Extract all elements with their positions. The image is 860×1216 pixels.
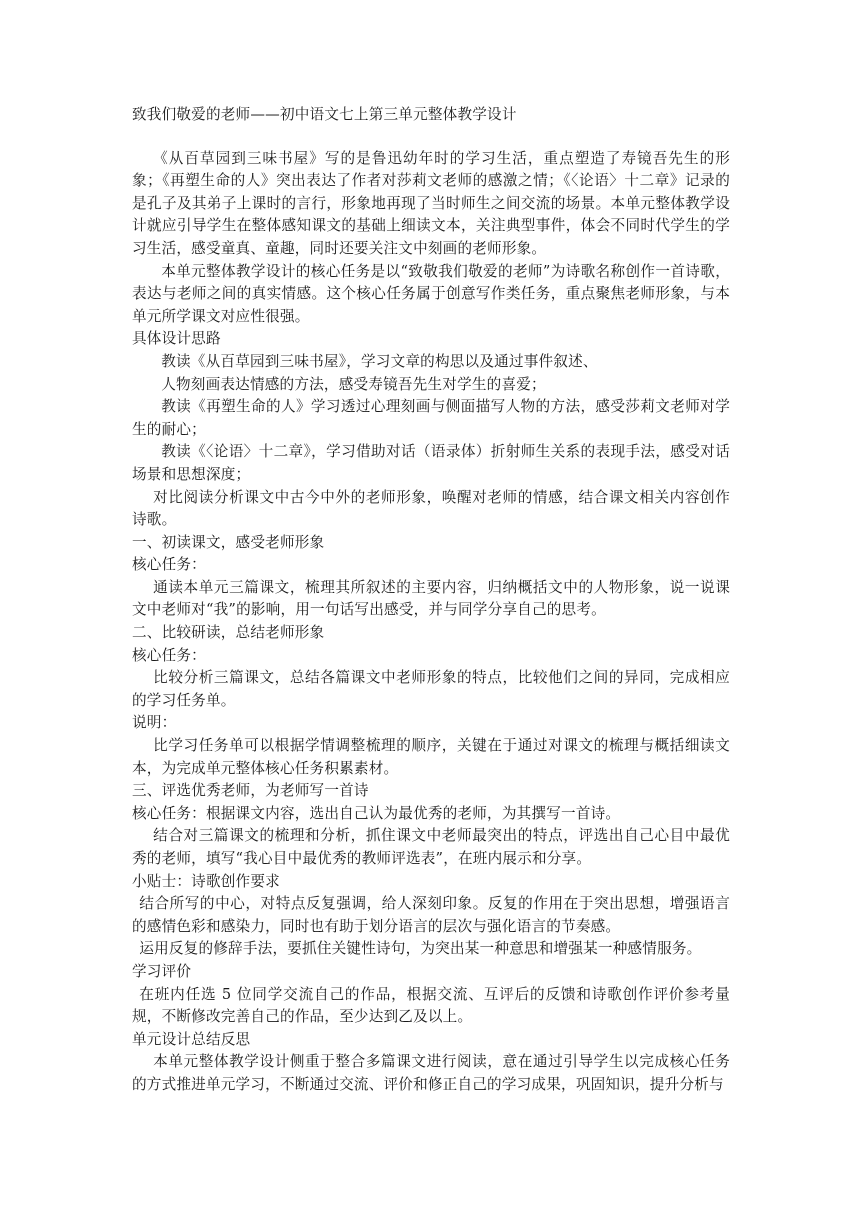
paragraph: 结合对三篇课文的梳理和分析，抓住课文中老师最突出的特点，评选出自己心目中最优秀的老师，填写“我心目中最优秀的教师评选表”，在班内展示和分享。 [132,827,730,867]
section-heading: 单元设计总结反思 [132,1030,251,1048]
section-heading: 小贴士：诗歌创作要求 [132,872,280,890]
paragraph: 运用反复的修辞手法，要抓住关键性诗句，为突出某一种意思和增强某一种感情服务。 [139,940,702,958]
section-heading: 学习评价 [132,962,192,980]
paragraph: 结合所写的中心，对特点反复强调，给人深刻印象。反复的作用在于突出思想，增强语言的感情色彩和感染力，同时也有助于划分语言的层次与强化语言的节奏感。 [132,895,730,935]
document-title: 致我们敬爱的老师——初中语文七上第三单元整体教学设计 [132,106,517,123]
paragraph: 对比阅读分析课文中古今中外的老师形象，唤醒对老师的情感，结合课文相关内容创作诗歌。 [132,488,730,529]
section-heading: 一、初读课文，感受老师形象 [132,533,325,551]
section-heading: 核心任务： [132,556,206,574]
section-heading: 核心任务：根据课文内容，选出自己认为最优秀的老师，为其撰写一首诗。 [132,804,621,822]
section-heading: 说明： [132,714,177,732]
document-body [132,148,730,1097]
paragraph: 教读《〈论语〉十二章》，学习借助对话（语录体）折射师生关系的表现手法，感受对话场景和思想深度； [132,443,730,483]
section-heading: 核心任务： [132,646,206,664]
paragraph: 本单元整体教学设计侧重于整合多篇课文进行阅读，意在通过引导学生以完成核心任务的方式推进单元学习，不断通过交流、评价和修正自己的学习成果，巩固知识，提升分析与 [132,1053,730,1093]
paragraph: 教读《从百草园到三味书屋》，学习文章的构思以及通过事件叙述、 [161,352,598,370]
section-heading: 二、比较研读，总结老师形象 [132,624,325,642]
section-heading: 具体设计思路 [132,330,221,348]
paragraph: 在班内任选 5 位同学交流自己的作品，根据交流、互评后的反馈和诗歌创作评价参考量规，不断修改完善自己的作品，至少达到乙及以上。 [132,985,730,1026]
paragraph: 比学习任务单可以根据学情调整梳理的顺序，关键在于通过对课文的梳理与概括细读文本，为完成单元整体核心任务积累素材。 [132,737,730,777]
paragraph: 比较分析三篇课文，总结各篇课文中老师形象的特点，比较他们之间的异同，完成相应的学习任务单。 [132,669,730,709]
section-heading: 三、评选优秀老师，为老师写一首诗 [132,782,369,800]
paragraph: 人物刻画表达情感的方法，感受寿镜吾先生对学生的喜爱； [161,375,546,393]
paragraph: 《从百草园到三味书屋》写的是鲁迅幼年时的学习生活，重点塑造了寿镜吾先生的形象；《再塑生命的人》突出表达了作者对莎莉文老师的感激之情；《〈论语〉十二章》记录的是孔子及其弟子上课时的言行，形象地再现了当时师生之间交流的场景。本单元整体教学设计就应引导学生在整体感知课文的基础上细读文本，关注典型事件，体会不同时代学生的学习生活，感受童真、童趣，同时还要关注文中刻画的老师形象。 [132,149,730,257]
document-content [132,104,730,1097]
paragraph: 本单元整体教学设计的核心任务是以“致敬我们敬爱的老师”为诗歌名称创作一首诗歌，表达与老师之间的真实情感。这个核心任务属于创意写作类任务，重点聚焦老师形象，与本单元所学课文对应性很强。 [132,262,730,325]
paragraph: 教读《再塑生命的人》学习透过心理刻画与侧面描写人物的方法，感受莎莉文老师对学生的耐心； [132,398,730,438]
paragraph: 通读本单元三篇课文，梳理其所叙述的主要内容，归纳概括文中的人物形象，说一说课文中老师对“我”的影响，用一句话写出感受，并与同学分享自己的思考。 [132,578,730,619]
